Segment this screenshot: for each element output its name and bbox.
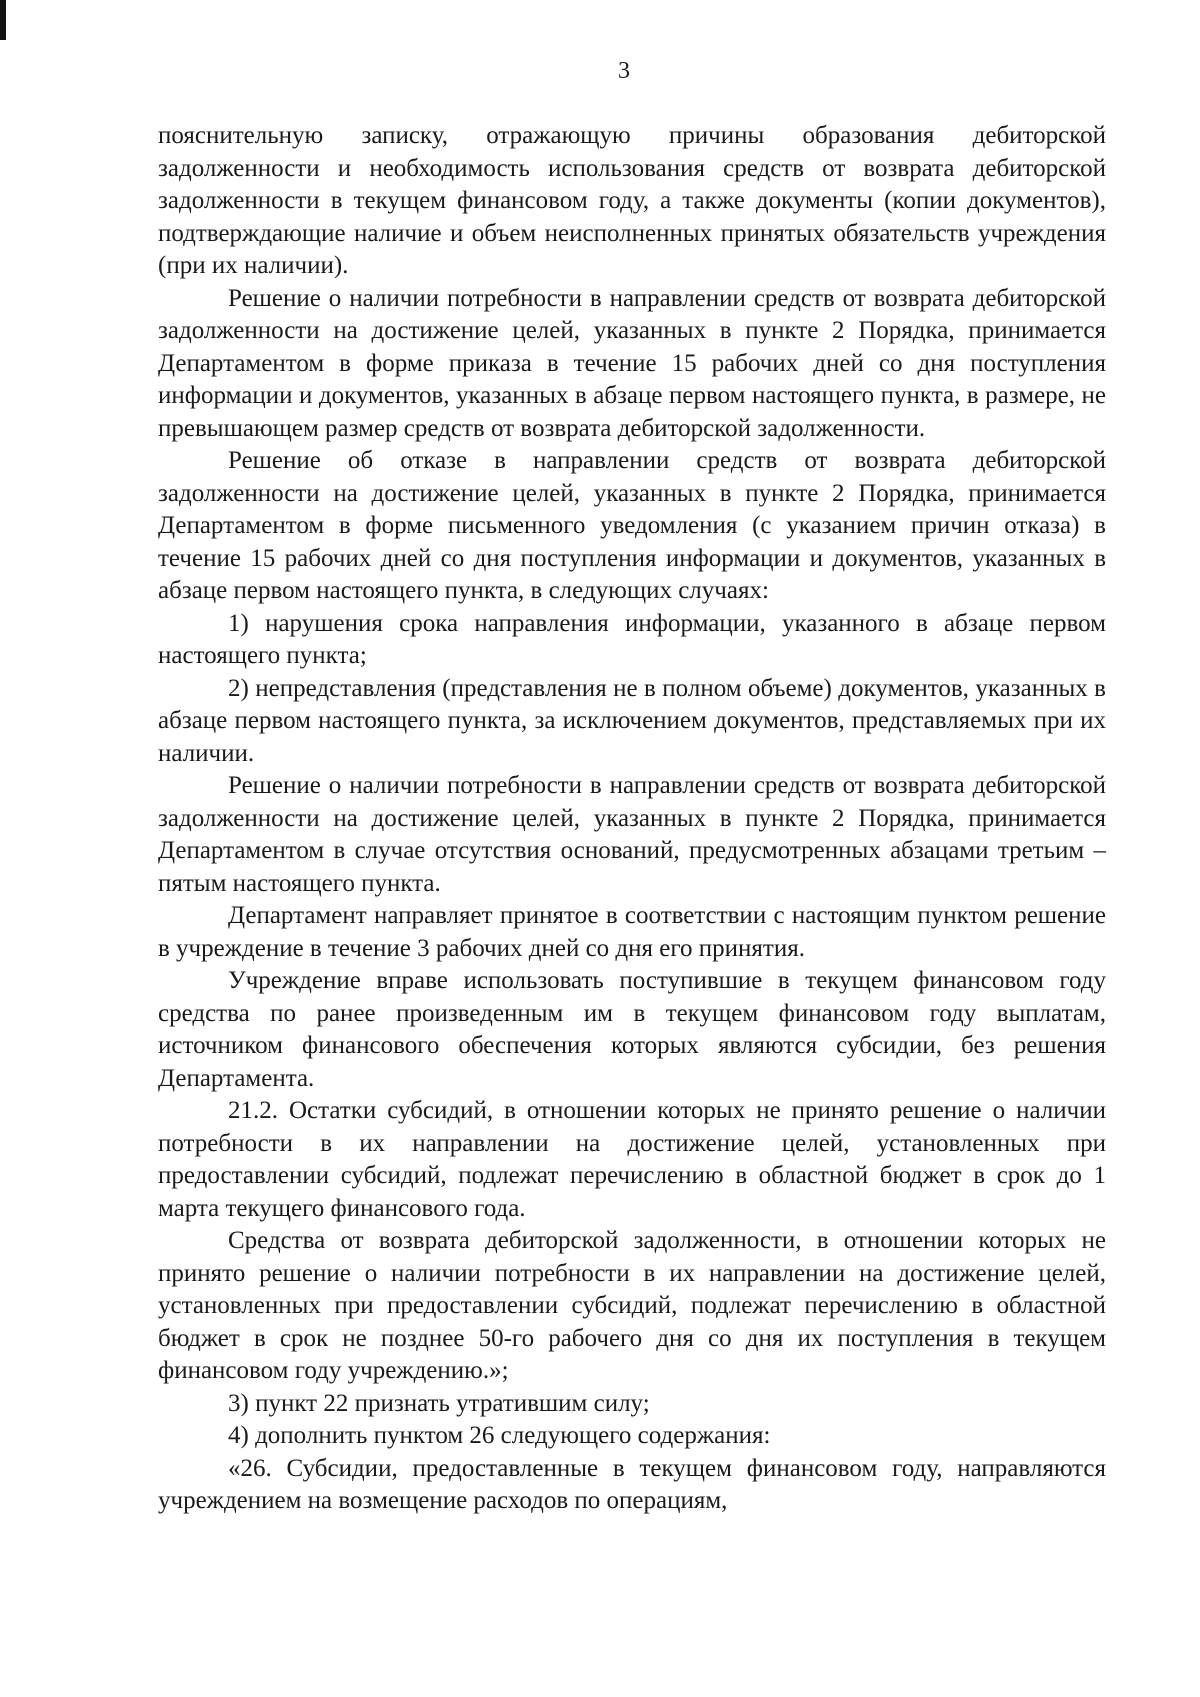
paragraph: 2) непредставления (представления не в полном объеме) документов, указанных в абзаце первом настоящего пункта, за исключением документов, представляемых при их наличии.	[158, 674, 1106, 767]
document-body	[158, 120, 1106, 1518]
paragraph: Решение об отказе в направлении средств от возврата дебиторской задолженности на достижение целей, указанных в пункте 2 Порядка, принимается Департаментом в форме письменного уведомления (с указанием причин отказа) в течение 15 рабочих дней со дня поступления информации и документов, указанных в абзаце первом настоящего пункта, в следующих случаях:	[158, 447, 1106, 604]
paragraph: пояснительную записку, отражающую причины образования дебиторской задолженности и необходимость использования средств от возврата дебиторской задолженности в текущем финансовом году, а также документы (копии документов), подтверждающие наличие и объем неисполненных принятых обязательств учреждения (при их наличии).	[158, 122, 1106, 279]
paragraph: Учреждение вправе использовать поступившие в текущем финансовом году средства по ранее произведенным им в текущем финансовом году выплатам, источником финансового обеспечения которых являются субсидии, без решения Департамента.	[158, 967, 1106, 1092]
paragraph: «26. Субсидии, предоставленные в текущем финансовом году, направляются учреждением на возмещение расходов по операциям,	[158, 1454, 1106, 1514]
paragraph: Средства от возврата дебиторской задолженности, в отношении которых не принято решение о наличии потребности в их направлении на достижение целей, установленных при предоставлении субсидий, подлежат перечислению в областной бюджет в срок не позднее 50-го рабочего дня со дня их поступления в текущем финансовом году учреждению.»;	[158, 1227, 1106, 1384]
paragraph: 3) пункт 22 признать утратившим силу;	[228, 1389, 650, 1417]
scan-edge-mark	[0, 0, 6, 40]
paragraph: Решение о наличии потребности в направлении средств от возврата дебиторской задолженности на достижение целей, указанных в пункте 2 Порядка, принимается Департаментом в случае отсутствия оснований, предусмотренных абзацами третьим – пятым настоящего пункта.	[158, 772, 1106, 897]
paragraph: Решение о наличии потребности в направлении средств от возврата дебиторской задолженности на достижение целей, указанных в пункте 2 Порядка, принимается Департаментом в форме приказа в течение 15 рабочих дней со дня поступления информации и документов, указанных в абзаце первом настоящего пункта, в размере, не превышающем размер средств от возврата дебиторской задолженности.	[158, 284, 1106, 442]
paragraph: 4) дополнить пунктом 26 следующего содержания:	[228, 1422, 771, 1449]
page-number: 3	[618, 58, 630, 84]
paragraph: 1) нарушения срока направления информации, указанного в абзаце первом настоящего пункта;	[158, 609, 1106, 669]
paragraph: 21.2. Остатки субсидий, в отношении которых не принято решение о наличии потребности в их направлении на достижение целей, установленных при предоставлении субсидий, подлежат перечислению в областной бюджет в срок до 1 марта текущего финансового года.	[158, 1097, 1106, 1222]
paragraph: Департамент направляет принятое в соответствии с настоящим пунктом решение в учреждение в течение 3 рабочих дней со дня его принятия.	[158, 902, 1106, 962]
